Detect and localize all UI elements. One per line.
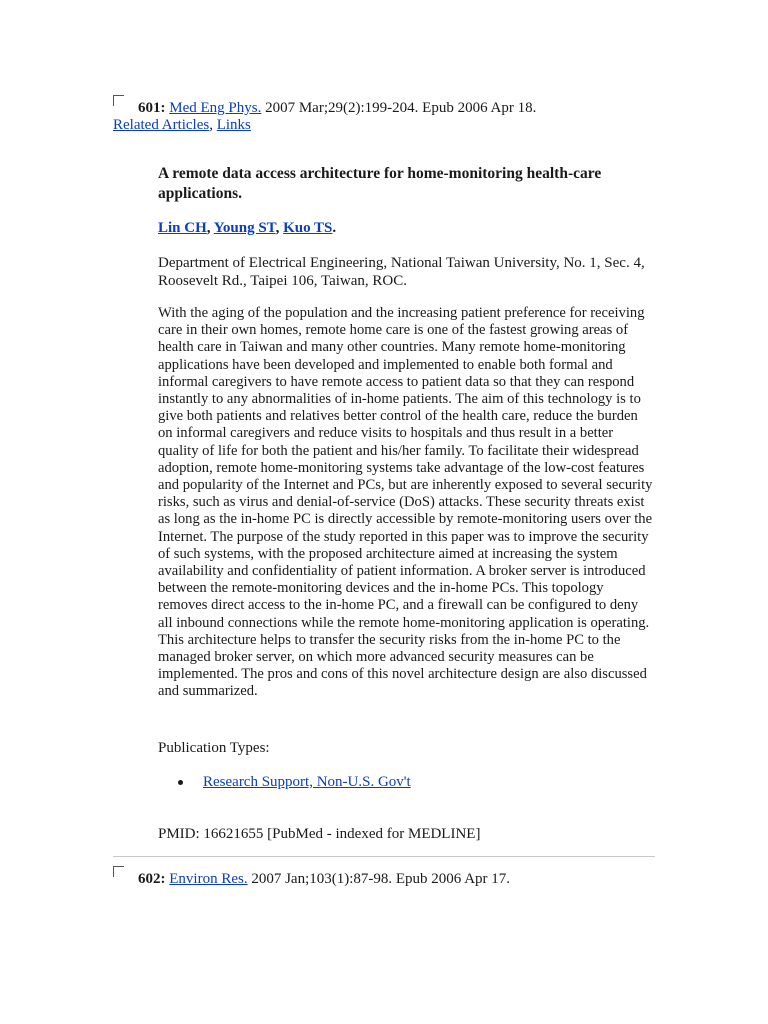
entry-number: 602:	[138, 871, 166, 887]
entry-number: 601:	[138, 100, 166, 116]
author-link[interactable]: Lin CH	[158, 220, 207, 236]
journal-link[interactable]: Environ Res.	[169, 871, 248, 887]
citation-text: 2007 Mar;29(2):199-204. Epub 2006 Apr 18.	[265, 100, 537, 116]
related-links: Related Articles, Links	[113, 117, 251, 133]
publication-type-link[interactable]: Research Support, Non-U.S. Gov't	[203, 774, 411, 790]
select-checkbox-602[interactable]	[113, 866, 124, 877]
related-articles-link[interactable]: Related Articles	[113, 117, 210, 133]
publication-type-item	[158, 773, 411, 791]
publication-types-label: Publication Types:	[158, 740, 270, 756]
citation-text: 2007 Jan;103(1):87-98. Epub 2006 Apr 17.	[251, 871, 511, 887]
journal-link[interactable]: Med Eng Phys.	[169, 100, 262, 116]
entry-602-header	[138, 870, 510, 888]
select-checkbox-601[interactable]	[113, 95, 124, 106]
entry-divider	[113, 856, 655, 857]
affiliation: Department of Electrical Engineering, National Taiwan University, No. 1, Sec. 4, Roosevelt Rd., Taipei 106, Taiwan, ROC.	[158, 255, 645, 289]
pmid-text: PMID: 16621655 [PubMed - indexed for MEDLINE]	[158, 826, 481, 842]
entry-601-header	[138, 99, 536, 117]
author-list: Lin CH, Young ST, Kuo TS.	[158, 220, 337, 236]
abstract: With the aging of the population and the increasing patient preference for receiving care in their own homes, remote home care is one of the fastest growing areas of health care in Taiwan and many other countries. Many remote home-monitoring applications have been developed and implemented to enable both formal and informal caregivers to have remote access to patient data so that they can respond instantly to any abnormalities of in-home patients. The aim of this technology is to give both patients and relatives better control of the health care, reduce the burden on informal caregivers and reduce visits to hospitals and thus result in a better quality of life for both the patient and his/her family. To facilitate their widespread adoption, remote home-monitoring systems take advantage of the low-cost features and popularity of the Internet and PCs, but are inherently exposed to several security risks, such as virus and denial-of-service (DoS) attacks. These security threats exist as long as the in-home PC is directly accessible by remote-monitoring users over the Internet. The purpose of the study reported in this paper was to improve the security of such systems, with the proposed architecture aimed at increasing the system availability and confidentiality of patient information. A broker server is introduced between the remote-monitoring devices and the in-home PCs. This topology removes direct access to the in-home PC, and a firewall can be configured to deny all inbound connections while the remote home-monitoring application is operating. This architecture helps to transfer the security risks from the in-home PC to the managed broker server, on which more advanced security measures can be implemented. The pros and cons of this novel architecture design are also discussed and summarized.	[158, 305, 653, 700]
article-title: A remote data access architecture for home-monitoring health-care applications.	[158, 165, 602, 202]
links-link[interactable]: Links	[216, 117, 251, 133]
author-link[interactable]: Young ST	[213, 220, 276, 236]
author-link[interactable]: Kuo TS	[283, 220, 333, 236]
publication-types-list	[158, 773, 411, 791]
